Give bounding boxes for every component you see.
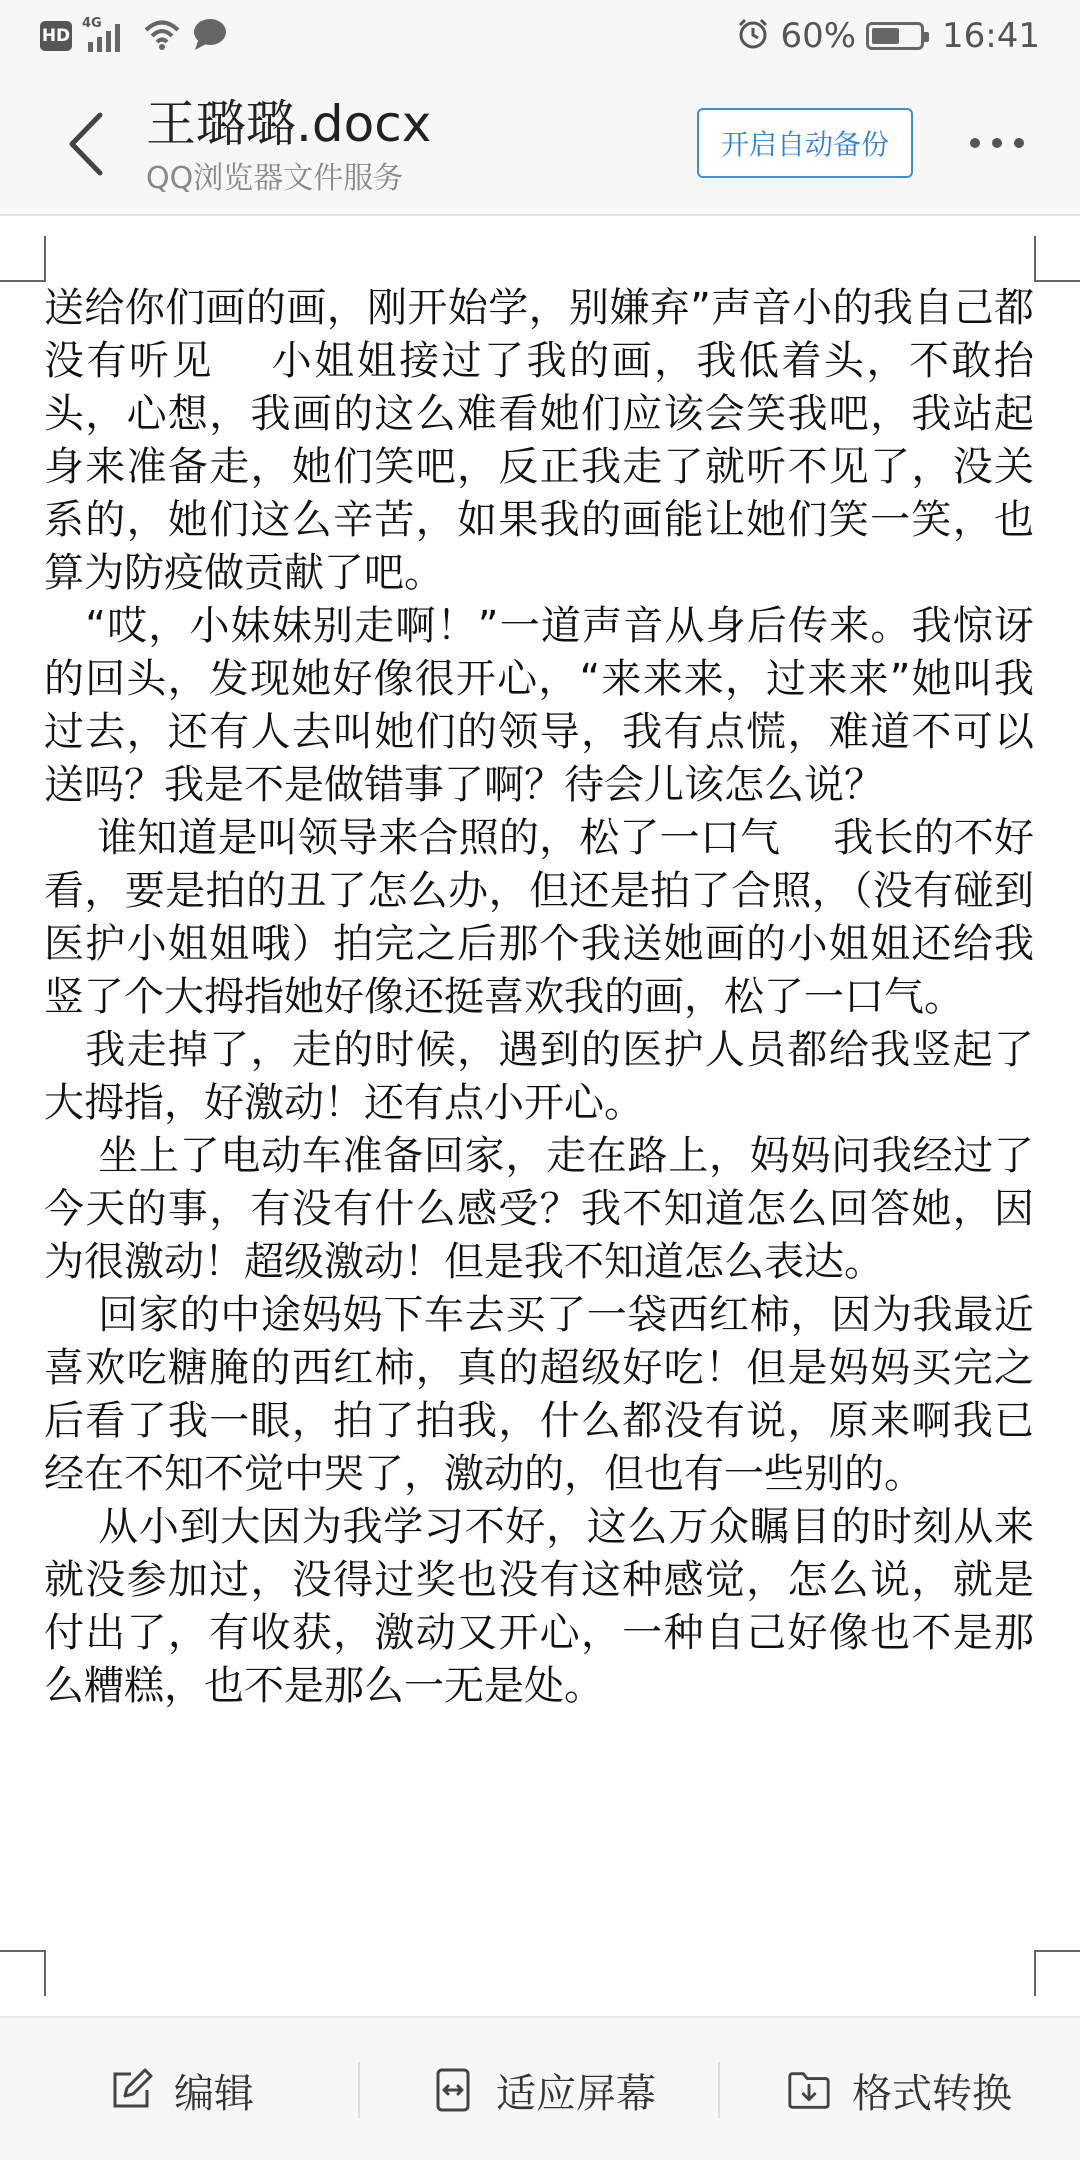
page-corner-bottom-right bbox=[1034, 1950, 1080, 1996]
document-paragraph: 坐上了电动车准备回家，走在路上，妈妈问我经过了今天的事，有没有什么感受？我不知道怎么回答她，因为很激动！超级激动！但是我不知道怎么表达。 bbox=[44, 1133, 1034, 1285]
fit-screen-icon bbox=[430, 2067, 476, 2113]
battery-level bbox=[872, 28, 899, 44]
network-type: 4G bbox=[82, 16, 102, 31]
hd-icon: HD bbox=[40, 21, 72, 51]
document-paragraph: “哎，小妹妹别走啊！”一道声音从身后传来。我惊讶的回头，发现她好像很开心，“来来来，过来来”她叫我过去，还有人去叫她们的领导，我有点慌，难道不可以送吗？我是不是做错事了啊？待会儿该怎么说？ bbox=[44, 603, 1034, 808]
more-dot-icon bbox=[970, 138, 980, 148]
page-corner-bottom-left bbox=[0, 1950, 46, 1996]
document-viewer[interactable] bbox=[0, 218, 1080, 2016]
clock: 16:41 bbox=[942, 16, 1040, 56]
toolbar-divider bbox=[718, 2062, 720, 2118]
more-dot-icon bbox=[1014, 138, 1024, 148]
document-title: 王璐璐.docx bbox=[146, 95, 432, 153]
battery-percent: 60% bbox=[780, 16, 857, 56]
fit-screen-label: 适应屏幕 bbox=[496, 2070, 656, 2117]
document-paragraph: 从小到大因为我学习不好，这么万众瞩目的时刻从来就没参加过，没得过奖也没有这种感觉，怎么说，就是付出了，有收获，激动又开心，一种自己好像也不是那么糟糕，也不是那么一无是处。 bbox=[44, 1504, 1034, 1709]
document-paragraph: 回家的中途妈妈下车去买了一袋西红柿，因为我最近喜欢吃糖腌的西红柿，真的超级好吃！但是妈妈买完之后看了我一眼，拍了拍我，什么都没有说，原来啊我已经在不知不觉中哭了，激动的，但也有一些别的。 bbox=[44, 1292, 1034, 1497]
page-corner-top-left bbox=[0, 236, 46, 282]
alarm-icon bbox=[736, 17, 770, 55]
bottom-toolbar bbox=[0, 2016, 1080, 2160]
edit-icon bbox=[108, 2067, 154, 2113]
document-source: QQ浏览器文件服务 bbox=[146, 161, 404, 196]
title-bar bbox=[0, 72, 1080, 216]
document-body bbox=[44, 282, 1034, 1713]
status-right bbox=[736, 14, 1040, 58]
wifi-icon bbox=[142, 17, 182, 55]
status-left bbox=[40, 16, 228, 56]
signal-icon bbox=[82, 18, 132, 54]
back-arrow-icon bbox=[66, 111, 106, 177]
auto-backup-button[interactable]: 开启自动备份 bbox=[697, 108, 913, 178]
chat-icon bbox=[192, 17, 228, 55]
format-convert-label: 格式转换 bbox=[852, 2070, 1012, 2117]
edit-label: 编辑 bbox=[174, 2070, 254, 2117]
format-convert-button[interactable] bbox=[786, 2018, 1012, 2160]
page-corner-top-right bbox=[1034, 236, 1080, 282]
battery-icon bbox=[866, 22, 924, 50]
fit-screen-button[interactable] bbox=[430, 2018, 656, 2160]
document-paragraph: 谁知道是叫领导来合照的，松了一口气 我长的不好看，要是拍的丑了怎么办，但还是拍了合照，（没有碰到医护小姐姐哦）拍完之后那个我送她画的小姐姐还给我竖了个大拇指她好像还挺喜欢我的画，松了一口气。 bbox=[44, 815, 1034, 1020]
more-dot-icon bbox=[992, 138, 1002, 148]
edit-button[interactable] bbox=[108, 2018, 254, 2160]
document-paragraph: 我走掉了，走的时候，遇到的医护人员都给我竖起了大拇指，好激动！还有点小开心。 bbox=[44, 1027, 1034, 1126]
toolbar-divider bbox=[358, 2062, 360, 2118]
back-button[interactable] bbox=[56, 106, 116, 182]
status-bar bbox=[0, 0, 1080, 72]
document-paragraph: 送给你们画的画，刚开始学，别嫌弃”声音小的我自己都没有听见 小姐姐接过了我的画，我低着头，不敢抬头，心想，我画的这么难看她们应该会笑我吧，我站起身来准备走，她们笑吧，反正我走了就听不见了，没关系的，她们这么辛苦，如果我的画能让她们笑一笑，也算为防疫做贡献了吧。 bbox=[44, 285, 1034, 596]
more-options-button[interactable] bbox=[962, 120, 1032, 166]
title-block bbox=[146, 94, 666, 200]
format-convert-icon bbox=[786, 2067, 832, 2113]
